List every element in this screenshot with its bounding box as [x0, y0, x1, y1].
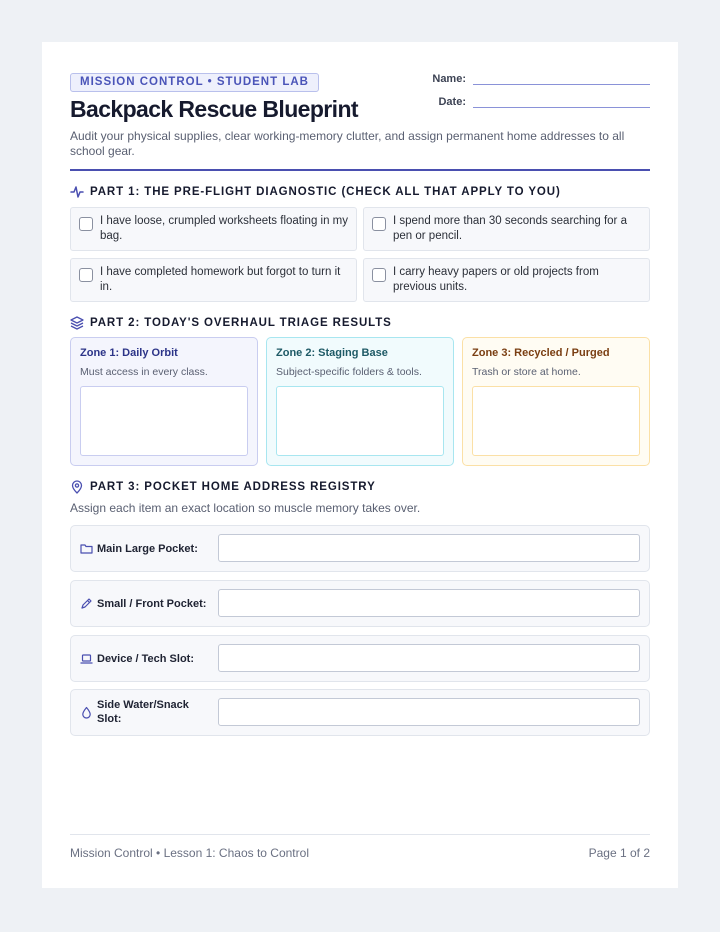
registry-row-main-pocket [70, 525, 650, 572]
zone-write-area[interactable] [276, 386, 444, 456]
registry-row-front-pocket [70, 580, 650, 627]
part1-heading [70, 185, 561, 199]
droplet-icon [80, 706, 93, 719]
zone-title: Zone 1: Daily Orbit [80, 347, 178, 359]
map-pin-icon [70, 480, 84, 494]
registry-row-tech-slot [70, 635, 650, 682]
registry-label: Device / Tech Slot: [97, 653, 194, 665]
part1-heading-text: PART 1: THE PRE-FLIGHT DIAGNOSTIC (CHECK ALL THAT APPLY TO YOU) [90, 186, 561, 198]
name-label: Name: [432, 73, 466, 85]
part3-heading [70, 480, 376, 494]
zone-write-area[interactable] [472, 386, 640, 456]
diagnostic-item-text: I carry heavy papers or old projects from previous units. [393, 266, 599, 293]
zone-description: Subject-specific folders & tools. [276, 366, 422, 378]
date-line[interactable] [473, 94, 650, 108]
diagnostic-item[interactable] [70, 258, 357, 302]
diagnostic-item-text: I have loose, crumpled worksheets floating in my bag. [100, 215, 349, 242]
registry-label: Main Large Pocket: [97, 543, 198, 555]
zone-card-staging-base [266, 337, 454, 466]
footer-page-number: Page 1 of 2 [588, 846, 650, 860]
zone-card-daily-orbit [70, 337, 258, 466]
name-field-row [426, 71, 650, 85]
registry-intro: Assign each item an exact location so muscle memory takes over. [70, 501, 421, 515]
worksheet-page [42, 42, 678, 888]
registry-input[interactable] [218, 589, 640, 617]
registry-input[interactable] [218, 534, 640, 562]
zone-description: Trash or store at home. [472, 366, 581, 378]
header-divider [70, 169, 650, 171]
footer-lesson: Mission Control • Lesson 1: Chaos to Control [70, 846, 309, 860]
registry-label: Small / Front Pocket: [97, 598, 207, 610]
diagnostic-item-text: I spend more than 30 seconds searching for a pen or pencil. [393, 215, 627, 242]
page-title: Backpack Rescue Blueprint [70, 96, 358, 122]
date-label: Date: [438, 96, 466, 108]
laptop-icon [80, 652, 93, 665]
diagnostic-item[interactable] [70, 207, 357, 251]
diagnostic-item[interactable] [363, 207, 650, 251]
diagnostic-item-text: I have completed homework but forgot to turn it in. [100, 266, 341, 293]
part3-heading-text: PART 3: POCKET HOME ADDRESS REGISTRY [90, 481, 376, 493]
zone-write-area[interactable] [80, 386, 248, 456]
diagnostic-item[interactable] [363, 258, 650, 302]
layers-icon [70, 316, 84, 330]
registry-row-side-slot [70, 689, 650, 736]
registry-label: Side Water/Snack Slot: [97, 699, 189, 725]
zone-title: Zone 2: Staging Base [276, 347, 388, 359]
zone-card-recycled-purged [462, 337, 650, 466]
checkbox[interactable] [372, 268, 386, 282]
registry-input[interactable] [218, 698, 640, 726]
registry-input[interactable] [218, 644, 640, 672]
page-subtitle: Audit your physical supplies, clear working-memory clutter, and assign permanent home addresses to all school gear. [70, 129, 625, 158]
folder-icon [80, 542, 93, 555]
part2-heading-text: PART 2: TODAY'S OVERHAUL TRIAGE RESULTS [90, 317, 392, 329]
checkbox[interactable] [79, 217, 93, 231]
date-field-row [426, 94, 650, 108]
zone-description: Must access in every class. [80, 366, 208, 378]
zone-title: Zone 3: Recycled / Purged [472, 347, 610, 359]
part2-heading [70, 316, 392, 330]
activity-icon [70, 185, 84, 199]
pen-icon [80, 597, 93, 610]
footer-divider [70, 834, 650, 835]
eyebrow-badge: MISSION CONTROL • STUDENT LAB [70, 73, 319, 92]
checkbox[interactable] [372, 217, 386, 231]
name-line[interactable] [473, 71, 650, 85]
checkbox[interactable] [79, 268, 93, 282]
